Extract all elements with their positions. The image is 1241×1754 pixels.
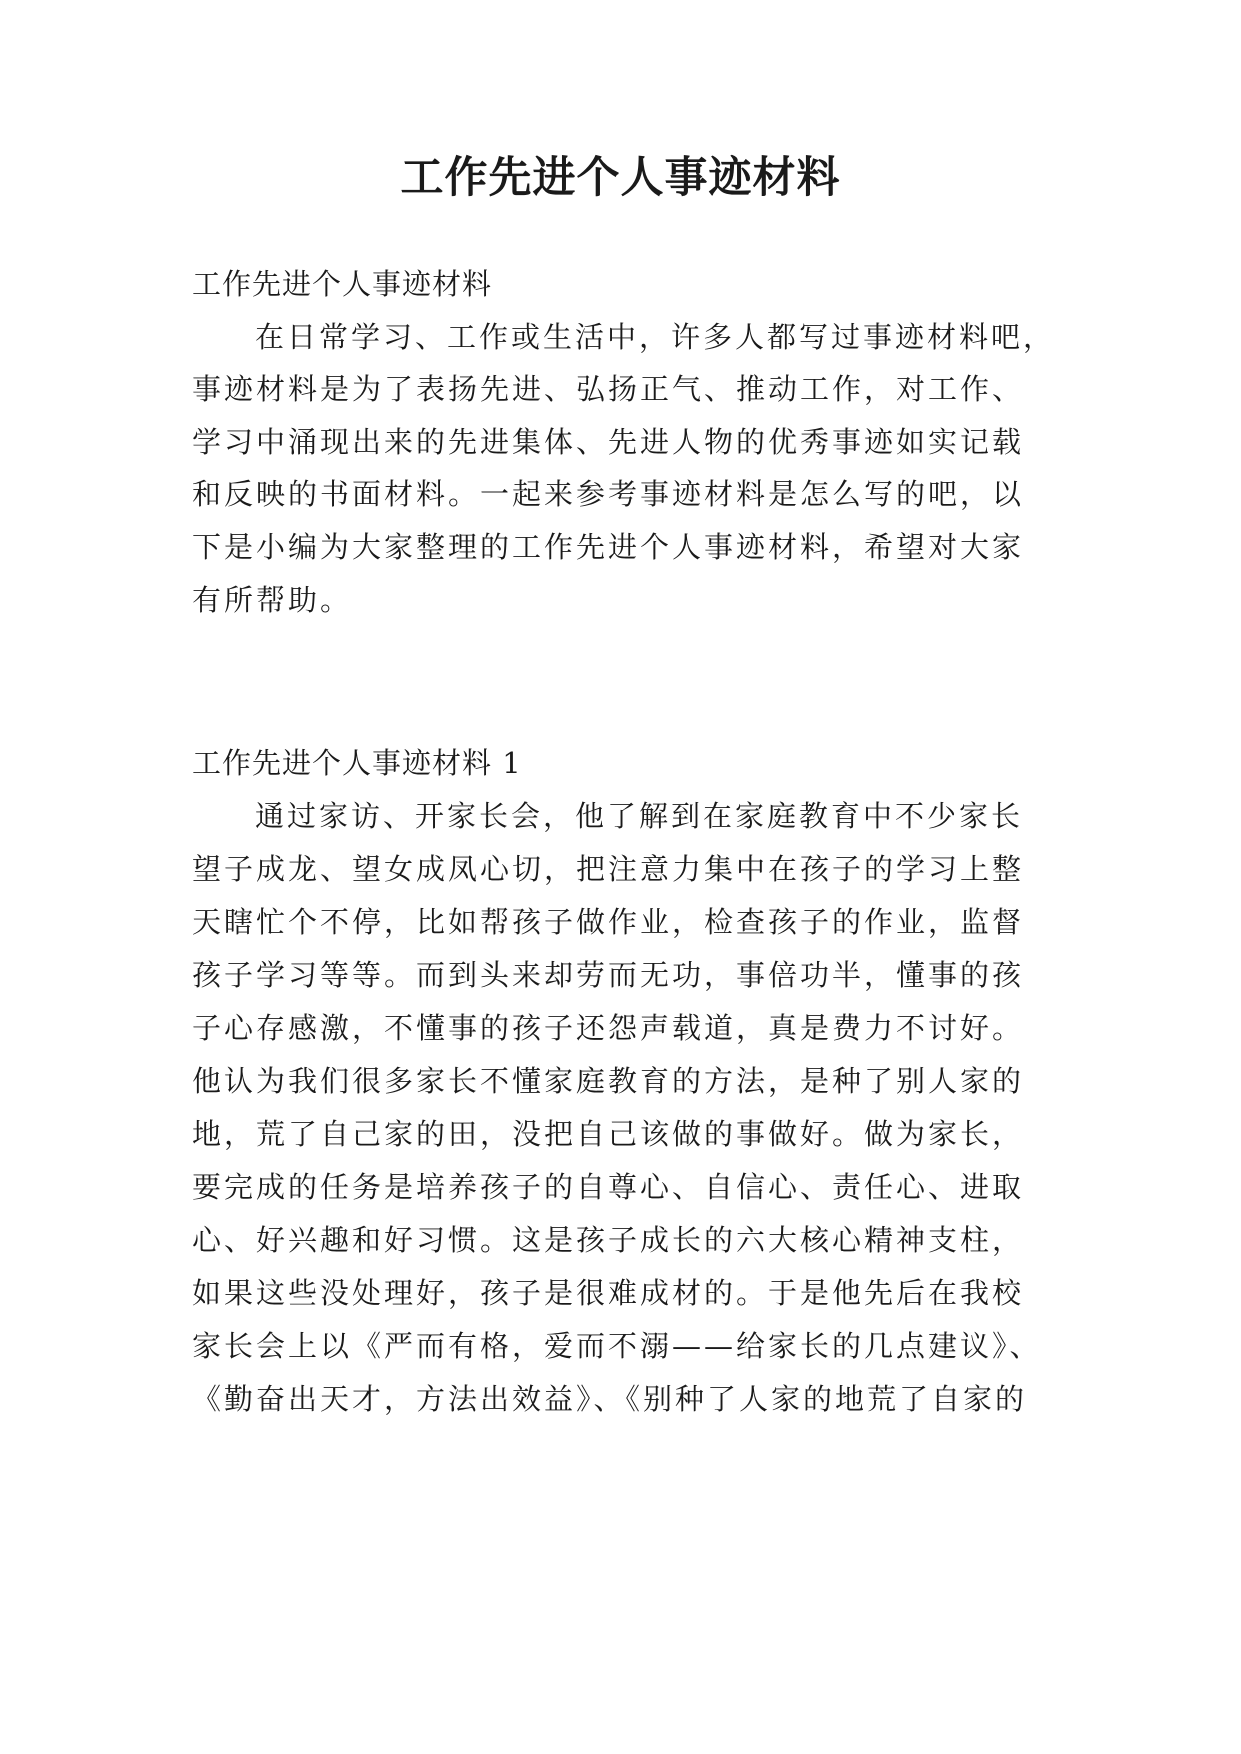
section1-line-9: 心、好兴趣和好习惯。这是孩子成长的六大核心精神支柱，: [192, 1223, 1025, 1257]
intro-line-6: 有所帮助。: [192, 583, 353, 617]
document-title: 工作先进个人事迹材料: [400, 153, 841, 203]
section1-line-4: 孩子学习等等。而到头来却劳而无功，事倍功半，懂事的孩: [192, 958, 1025, 992]
intro-line-1: 在日常学习、工作或生活中，许多人都写过事迹材料吧，: [255, 320, 1056, 354]
section1-heading: 工作先进个人事迹材料 1: [192, 746, 522, 780]
intro-heading: 工作先进个人事迹材料: [192, 267, 493, 301]
intro-line-4: 和反映的书面材料。一起来参考事迹材料是怎么写的吧，以: [192, 477, 1025, 511]
section1-line-3: 天瞎忙个不停，比如帮孩子做作业，检查孩子的作业，监督: [192, 905, 1025, 939]
section1-line-8: 要完成的任务是培养孩子的自尊心、自信心、责任心、进取: [192, 1170, 1025, 1204]
section1-line-10: 如果这些没处理好，孩子是很难成材的。于是他先后在我校: [192, 1276, 1025, 1310]
intro-line-5: 下是小编为大家整理的工作先进个人事迹材料，希望对大家: [192, 530, 1025, 564]
section1-line-6: 他认为我们很多家长不懂家庭教育的方法，是种了别人家的: [192, 1064, 1025, 1098]
intro-line-3: 学习中涌现出来的先进集体、先进人物的优秀事迹如实记载: [192, 425, 1025, 459]
section1-line-7: 地，荒了自己家的田，没把自己该做的事做好。做为家长，: [192, 1117, 1025, 1151]
section1-line-1: 通过家访、开家长会，他了解到在家庭教育中不少家长: [255, 799, 1024, 833]
section1-line-2: 望子成龙、望女成凤心切，把注意力集中在孩子的学习上整: [192, 852, 1025, 886]
section1-line-11: 家长会上以《严而有格，爱而不溺——给家长的几点建议》、: [192, 1329, 1042, 1363]
intro-line-2: 事迹材料是为了表扬先进、弘扬正气、推动工作，对工作、: [192, 372, 1025, 406]
section1-line-12: 《勤奋出天才，方法出效益》、《别种了人家的地荒了自家的: [192, 1382, 1028, 1416]
section1-line-5: 子心存感激，不懂事的孩子还怨声载道，真是费力不讨好。: [192, 1011, 1025, 1045]
